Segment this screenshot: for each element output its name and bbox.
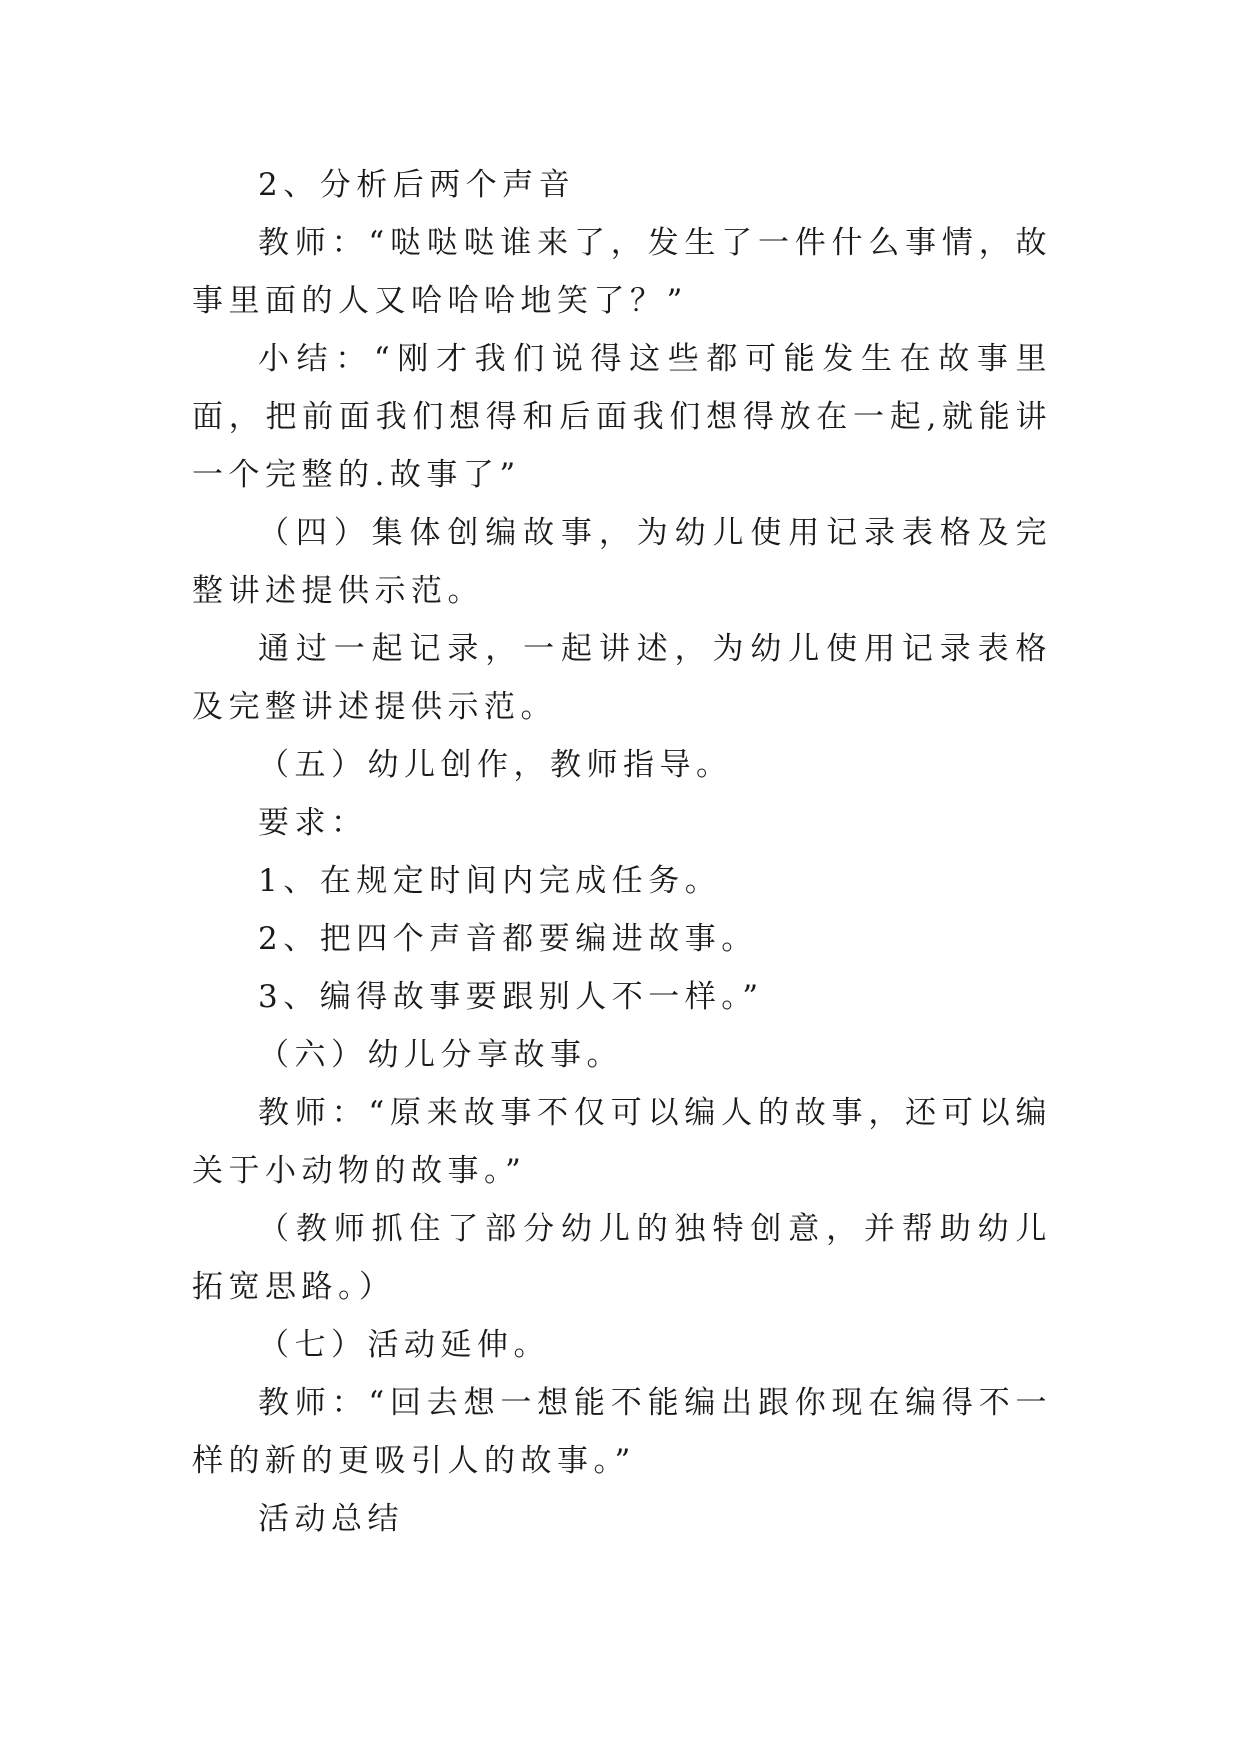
paragraph-3: 小结：“刚才我们说得这些都可能发生在故事里面，把前面我们想得和后面我们想得放在一起,就能讲一个完整的.故事了” (192, 341, 1052, 493)
paragraph-5: 通过一起记录，一起讲述，为幼儿使用记录表格及完整讲述提供示范。 (192, 631, 1052, 725)
paragraph-2: 教师：“哒哒哒谁来了，发生了一件什么事情，故事里面的人又哈哈哈地笑了？” (192, 225, 1052, 319)
paragraph-7: 要求： (258, 805, 368, 841)
paragraph-1: 2、分析后两个声音 (258, 167, 576, 203)
document-body (192, 156, 1052, 1548)
paragraph-10: 3、编得故事要跟别人不一样。” (258, 979, 764, 1015)
paragraph-16: 活动总结 (258, 1501, 404, 1537)
paragraph-6: （五）幼儿创作，教师指导。 (258, 747, 733, 783)
paragraph-15: 教师：“回去想一想能不能编出跟你现在编得不一样的新的更吸引人的故事。” (192, 1385, 1052, 1479)
paragraph-9: 2、把四个声音都要编进故事。 (258, 921, 758, 957)
paragraph-13: （教师抓住了部分幼儿的独特创意，并帮助幼儿拓宽思路。） (192, 1211, 1052, 1305)
paragraph-4: （四）集体创编故事，为幼儿使用记录表格及完整讲述提供示范。 (192, 515, 1052, 609)
paragraph-12: 教师：“原来故事不仅可以编人的故事，还可以编关于小动物的故事。” (192, 1095, 1052, 1189)
paragraph-11: （六）幼儿分享故事。 (258, 1037, 623, 1073)
paragraph-8: 1、在规定时间内完成任务。 (258, 863, 722, 899)
paragraph-14: （七）活动延伸。 (258, 1327, 550, 1363)
